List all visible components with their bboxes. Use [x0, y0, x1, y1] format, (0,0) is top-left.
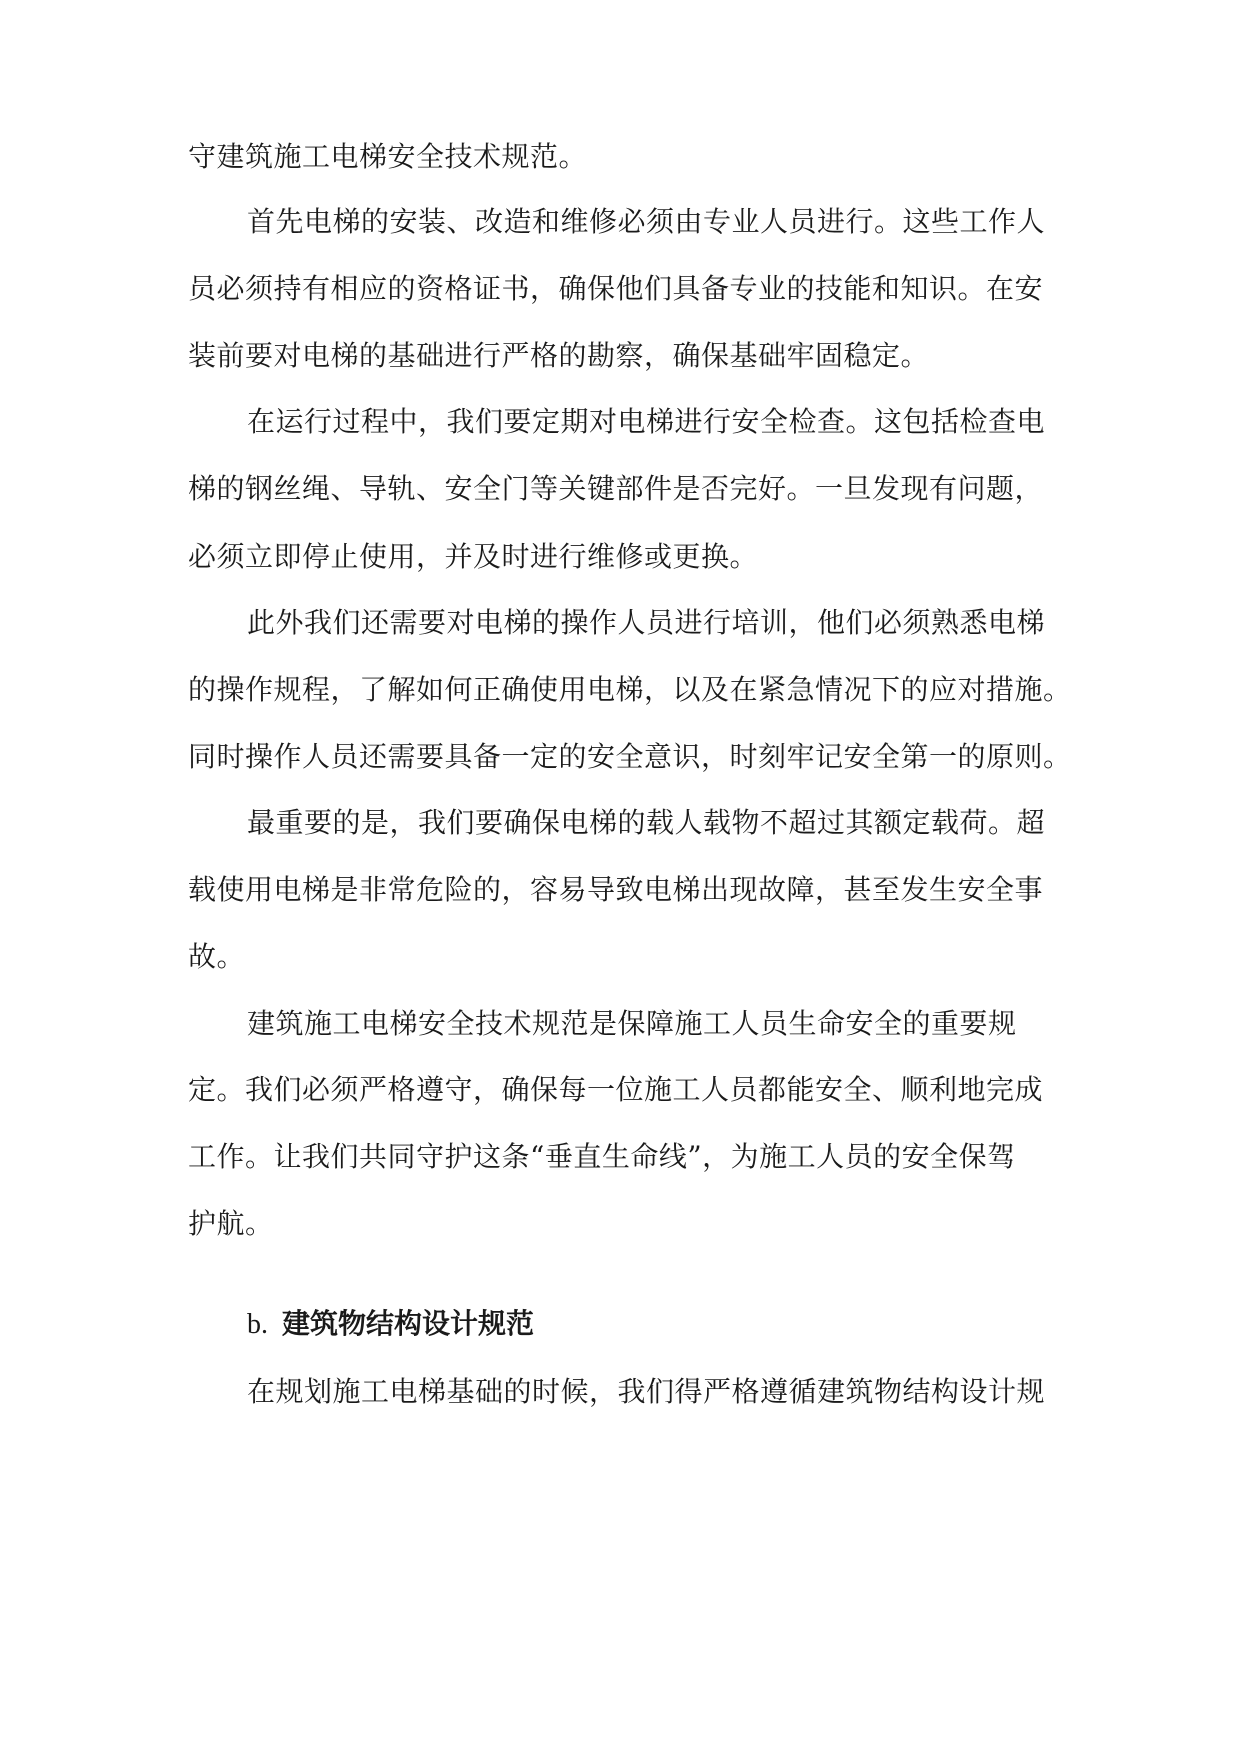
paragraph-line: 此外我们还需要对电梯的操作人员进行培训，他们必须熟悉电梯 [247, 606, 1046, 639]
paragraph-line: 在规划施工电梯基础的时候，我们得严格遵循建筑物结构设计规 [247, 1375, 1046, 1408]
paragraph-line: 必须立即停止使用，并及时进行维修或更换。 [188, 540, 759, 573]
paragraph-line: 员必须持有相应的资格证书，确保他们具备专业的技能和知识。在安 [188, 272, 1044, 305]
section-marker: b. [247, 1309, 268, 1340]
paragraph-line: 装前要对电梯的基础进行严格的勘察，确保基础牢固稳定。 [188, 339, 930, 372]
paragraph-line: 在运行过程中，我们要定期对电梯进行安全检查。这包括检查电 [247, 405, 1046, 438]
paragraph-line: 故。 [188, 940, 246, 973]
section-title: 建筑物结构设计规范 [282, 1307, 535, 1340]
paragraph-line: 最重要的是，我们要确保电梯的载人载物不超过其额定载荷。超 [247, 806, 1046, 839]
paragraph-line: 定。我们必须严格遵守，确保每一位施工人员都能安全、顺利地完成 [188, 1073, 1044, 1106]
paragraph-line: 守建筑施工电梯安全技术规范。 [188, 140, 588, 173]
paragraph-line: 护航。 [188, 1207, 274, 1240]
paragraph-line: 梯的钢丝绳、导轨、安全门等关键部件是否完好。一旦发现有问题， [188, 472, 1044, 505]
paragraph-line: 的操作规程，了解如何正确使用电梯，以及在紧急情况下的应对措施。 [188, 673, 1072, 706]
paragraph-line: 载使用电梯是非常危险的，容易导致电梯出现故障，甚至发生安全事 [188, 873, 1044, 906]
paragraph-line: 首先电梯的安装、改造和维修必须由专业人员进行。这些工作人 [247, 205, 1046, 238]
paragraph-line: 工作。让我们共同守护这条“垂直生命线”，为施工人员的安全保驾 [188, 1140, 1016, 1173]
section-heading [247, 1307, 534, 1342]
paragraph-line: 同时操作人员还需要具备一定的安全意识，时刻牢记安全第一的原则。 [188, 740, 1072, 773]
paragraph-line: 建筑施工电梯安全技术规范是保障施工人员生命安全的重要规 [247, 1007, 1017, 1040]
